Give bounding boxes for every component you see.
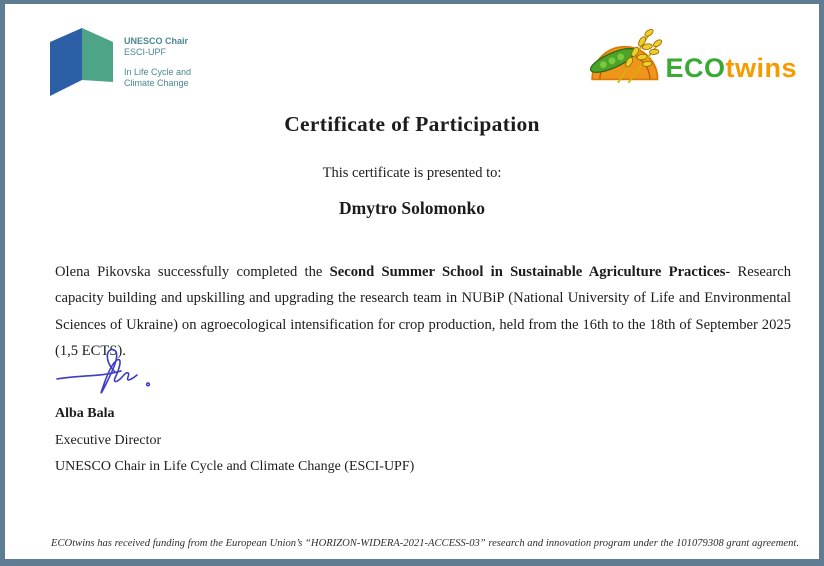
- ecotwins-word-eco: ECO: [665, 53, 726, 83]
- ecotwins-word-twins: twins: [725, 53, 797, 83]
- unesco-logo-line1: UNESCO Chair: [124, 36, 189, 46]
- unesco-book-icon: [47, 26, 115, 103]
- body-prefix: Olena Pikovska successfully completed the: [55, 263, 330, 280]
- unesco-logo-text: [124, 26, 191, 89]
- funding-statement: ECOtwins has received funding from the European Union’s “HORIZON-WIDERA-2021-ACCESS-03” research and innovation program under the 101079308 grant agreement.: [51, 538, 799, 549]
- ecotwins-sun-wheat-icon: [585, 26, 663, 93]
- unesco-logo-spacer: [124, 58, 191, 67]
- signer-role: Executive Director: [55, 433, 162, 448]
- unesco-logo-line4: Climate Change: [124, 78, 189, 88]
- signer-name: Alba Bala: [55, 406, 115, 421]
- signature-image: [55, 342, 195, 405]
- unesco-logo-line2: ESCI-UPF: [124, 47, 167, 57]
- unesco-logo-line3: In Life Cycle and: [124, 67, 192, 77]
- body-course-name: Second Summer School in Sustainable Agriculture Practices: [329, 263, 726, 280]
- ecotwins-wordmark: [665, 53, 797, 84]
- ecotwins-logo: [585, 26, 797, 93]
- certificate-title: Certificate of Participation: [284, 112, 540, 136]
- presented-to-line: This certificate is presented to:: [322, 165, 502, 181]
- recipient-name: Dmytro Solomonko: [338, 198, 485, 218]
- signer-organization: UNESCO Chair in Life Cycle and Climate Change (ESCI-UPF): [55, 459, 415, 474]
- unesco-chair-logo: [47, 26, 191, 103]
- body-suffix: - Research capacity building and upskilling and upgrading the research team in NUBiP (National University of Life and Environmental Sciences of Ukraine) on agroecological intensification for crop production, held from the 16th to the 18th of September 2025 (1,5 ECTS).: [55, 263, 791, 360]
